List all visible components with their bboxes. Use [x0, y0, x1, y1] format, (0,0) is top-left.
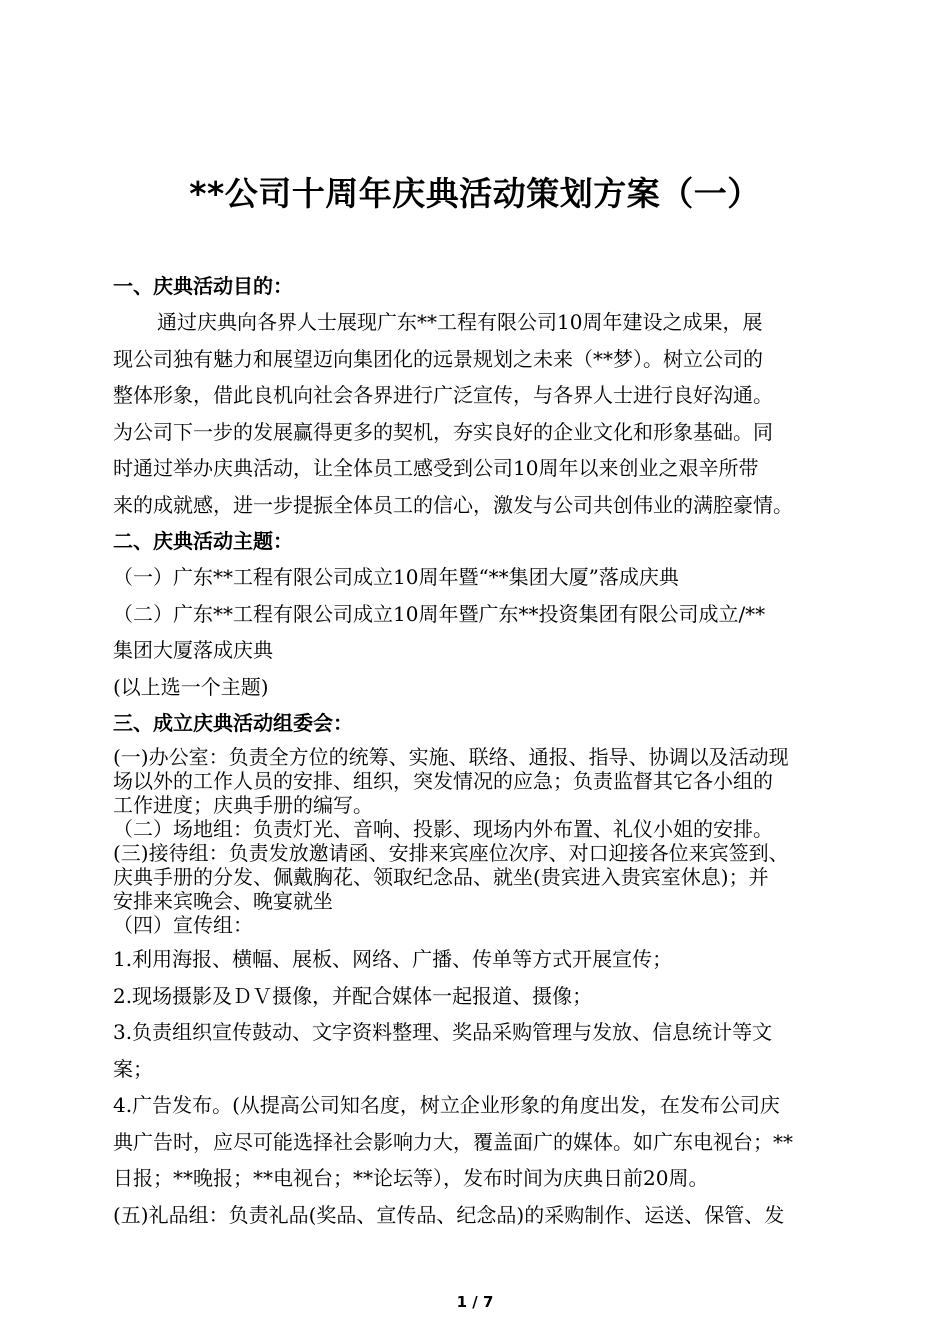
publicity-item: 3.负责组织宣传鼓动、文字资料整理、奖品采购管理与发放、信息统计等文	[113, 1020, 773, 1044]
paragraph-line: 整体形象，借此良机向社会各界进行广泛宣传，与各界人士进行良好沟通。	[113, 383, 773, 407]
section-1-paragraph	[113, 304, 843, 523]
venue-group-line: （二）场地组：负责灯光、音响、投影、现场内外布置、礼仪小姐的安排。	[113, 817, 773, 841]
theme-option-2-cont: 集团大厦落成庆典	[113, 638, 273, 662]
publicity-item: 2.现场摄影及ＤＶ摄像，并配合媒体一起报道、摄像；	[113, 983, 593, 1008]
theme-note: (以上选一个主题)	[113, 674, 269, 699]
document-title: **公司十周年庆典活动策划方案（一）	[189, 174, 761, 213]
paragraph-line: 来的成就感，进一步提振全体员工的信心，激发与公司共创伟业的满腔豪情。	[113, 492, 793, 517]
committee-list	[113, 745, 843, 937]
reception-group-line: 安排来宾晚会、晚宴就坐	[113, 889, 333, 913]
section-1-heading: 一、庆典活动目的：	[113, 274, 293, 298]
publicity-item: 典广告时，应尽可能选择社会影响力大，覆盖面广的媒体。如广东电视台；**	[113, 1129, 793, 1154]
publicity-item: 4.广告发布。(从提高公司知名度，树立企业形象的角度出发，在发布公司庆	[113, 1093, 780, 1117]
publicity-item: 1.利用海报、横幅、展板、网络、广播、传单等方式开展宣传；	[113, 947, 673, 971]
paragraph-line: 现公司独有魅力和展望迈向集团化的远景规划之未来（**梦）。树立公司的	[113, 346, 763, 371]
office-duty-line: 工作进度；庆典手册的编写。	[113, 793, 373, 817]
paragraph-line: 为公司下一步的发展赢得更多的契机，夯实良好的企业文化和形象基础。同	[113, 419, 773, 444]
publicity-item: 日报；**晚报；**电视台；**论坛等），发布时间为庆典日前20周。	[113, 1166, 709, 1190]
office-duty-line: 场以外的工作人员的安排、组织，突发情况的应急；负责监督其它各小组的	[113, 769, 773, 793]
gift-group-line: (五)礼品组：负责礼品(奖品、宣传品、纪念品)的采购制作、运送、保管、发	[113, 1202, 785, 1227]
paragraph-line: 通过庆典向各界人士展现广东**工程有限公司10周年建设之成果，展	[157, 310, 763, 334]
reception-group-line: 庆典手册的分发、佩戴胸花、领取纪念品、就坐(贵宾进入贵宾室休息)；并	[113, 865, 769, 889]
publicity-item: 案；	[113, 1056, 153, 1081]
publicity-list	[113, 941, 843, 1233]
section-2-list	[113, 559, 843, 705]
theme-option-1: （一）广东**工程有限公司成立10周年暨“**集团大厦”落成庆典	[113, 565, 679, 589]
reception-group-line: (三)接待组：负责发放邀请函、安排来宾座位次序、对口迎接各位来宾签到、	[113, 841, 789, 865]
section-2-heading: 二、庆典活动主题：	[113, 529, 293, 553]
document-body	[113, 268, 843, 1233]
publicity-group-heading: （四）宣传组：	[113, 913, 253, 937]
page-number: 1 / 7	[456, 1293, 494, 1311]
theme-option-2: （二）广东**工程有限公司成立10周年暨广东**投资集团有限公司成立/**	[113, 601, 766, 626]
paragraph-line: 时通过举办庆典活动，让全体员工感受到公司10周年以来创业之艰辛所带	[113, 456, 759, 480]
section-3-heading: 三、成立庆典活动组委会：	[113, 711, 353, 735]
office-duty-line: (一)办公室：负责全方位的统筹、实施、联络、通报、指导、协调以及活动现	[113, 745, 789, 769]
